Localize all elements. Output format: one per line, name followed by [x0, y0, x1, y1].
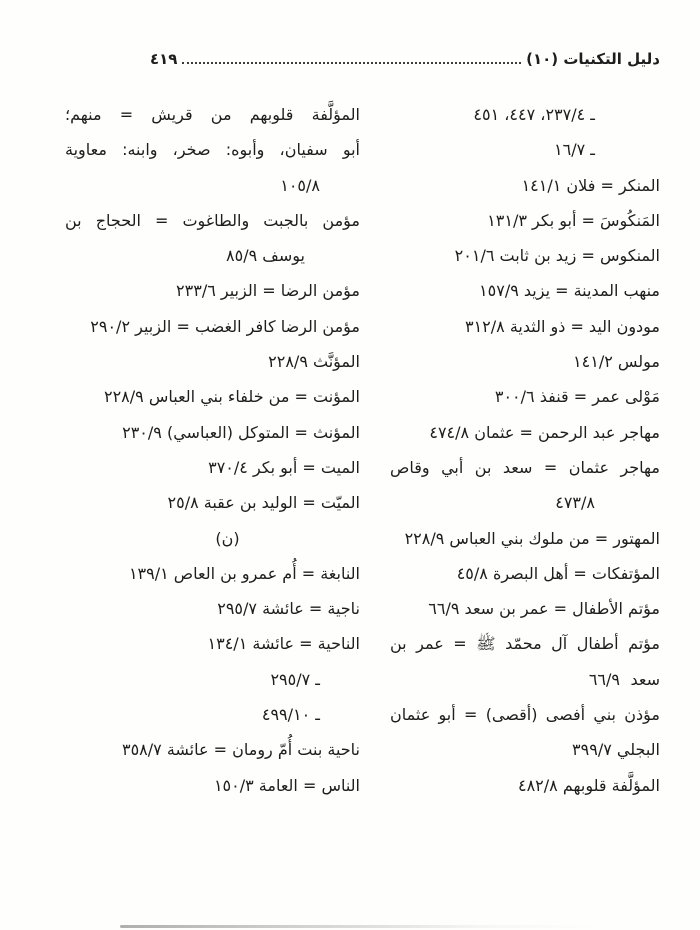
index-entry: مهاجر عثمان = سعد بن أبي وقاص — [390, 457, 660, 477]
index-entry-continuation: البجلي ٣٩٩/٧ — [572, 740, 660, 760]
index-entry: مؤمن الرضا = الزبير ٢٣٣/٦ — [176, 281, 360, 301]
index-entry: المنكر = فلان ١٤١/١ — [521, 175, 660, 195]
index-entry: مولس ١٤١/٢ — [573, 352, 660, 372]
page-number: ٤١٩ — [150, 50, 178, 68]
index-entry: الناحية = عائشة ١٣٤/١ — [207, 634, 360, 654]
index-entry: ناحية بنت أُمّ رومان = عائشة ٣٥٨/٧ — [121, 740, 360, 760]
index-entry: المنكوس = زيد بن ثابت ٢٠١/٦ — [454, 246, 660, 266]
index-entry: ناجية = عائشة ٢٩٥/٧ — [217, 599, 360, 619]
index-entry: منهب المدينة = يزيد ١٥٧/٩ — [479, 281, 660, 301]
index-entry: المؤنَّث ٢٢٨/٩ — [268, 352, 360, 372]
index-entry: مؤتم الأطفال = عمر بن سعد ٦٦/٩ — [428, 599, 660, 619]
index-entry: الميت = أبو بكر ٣٧٠/٤ — [208, 457, 360, 477]
index-entry: المؤنت = من خلفاء بني العباس ٢٢٨/٩ — [103, 387, 360, 407]
index-entry-continuation: ١٠٥/٨ — [280, 175, 320, 195]
index-entry: المؤنث = المتوكل (العباسي) ٢٣٠/٩ — [122, 422, 360, 442]
index-entry: الناس = العامة ١٥٠/٣ — [213, 775, 360, 795]
scan-shadow-artifact — [120, 925, 600, 928]
index-subentry: ـ ٢٣٧/٤، ٤٤٧، ٤٥١ — [473, 105, 595, 124]
index-entry-continuation: أبو سفيان، وأبوه: صخر، وابنه: معاوية — [65, 140, 360, 160]
index-columns — [65, 97, 660, 803]
index-entry: المؤلَّفة قلوبهم من قريش = منهم؛ — [65, 105, 360, 124]
book-title: دليل التكنيات (١٠) — [526, 50, 660, 68]
index-entry: المؤلَّفة قلوبهم ٤٨٢/٨ — [517, 775, 660, 795]
index-entry-continuation: ٤٧٣/٨ — [555, 493, 595, 513]
index-entry: مؤذن بني أفصى (أقصى) = أبو عثمان — [390, 705, 660, 725]
index-subentry: ـ ١٦/٧ — [554, 140, 595, 160]
index-entry: مؤمن بالجبت والطاغوت = الحجاج بن — [65, 210, 360, 230]
index-entry: المهتور = من ملوك بني العباس ٢٢٨/٩ — [404, 528, 660, 548]
page-header — [150, 50, 660, 68]
index-entry-continuation: ٦٦/٩ — [588, 669, 620, 689]
dotted-leader — [182, 62, 521, 64]
index-subentry: ـ ٢٩٥/٧ — [270, 669, 320, 689]
index-column-left — [65, 97, 360, 803]
index-entry: مهاجر عبد الرحمن = عثمان ٤٧٤/٨ — [429, 422, 660, 442]
index-entry: النابغة = أُم عمرو بن العاص ١٣٩/١ — [128, 563, 360, 583]
index-entry: مودون اليد = ذو الثدية ٣١٢/٨ — [464, 316, 660, 336]
index-entry: المؤتفكات = أهل البصرة ٤٥/٨ — [456, 563, 660, 583]
index-entry: مؤتم أطفال آل محمّد ﷺ = عمر بن سعد — [390, 634, 660, 689]
index-entry-continuation: يوسف ٨٥/٩ — [226, 246, 305, 266]
index-subentry: ـ ٤٩٩/١٠ — [261, 705, 320, 725]
index-entry: الميّت = الوليد بن عقبة ٢٥/٨ — [167, 493, 360, 513]
section-divider: (ن) — [215, 528, 240, 548]
index-entry: المَنكُوسَ = أبو بكر ١٣١/٣ — [487, 210, 660, 230]
index-entry: مَوْلى عمر = قنفذ ٣٠٠/٦ — [494, 387, 660, 407]
index-column-right — [390, 97, 660, 803]
index-entry: مؤمن الرضا كافر الغضب = الزبير ٢٩٠/٢ — [90, 316, 360, 336]
